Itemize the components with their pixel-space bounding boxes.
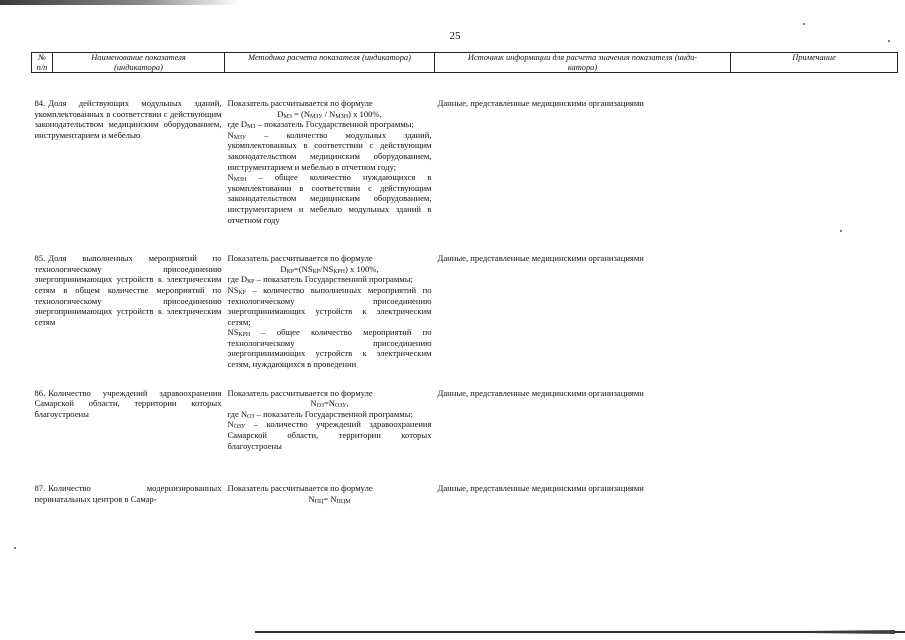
definition: где $D_{МЗ}$ – показатель Государственной программы; <box>227 119 414 131</box>
method-cell <box>225 98 435 225</box>
header-indicator-name: Наименование показателя (индикатора) <box>53 53 225 73</box>
row-number: 87. <box>34 483 46 494</box>
formula: $N_{ОЗ}=N_{ОЗУ}$, <box>310 398 349 410</box>
definition: $NS_{КР}$ – количество выполненных мероприятий по технологическому присоединению энергопринимающих устройств к электрическим сетям; <box>227 284 432 327</box>
definition: $N_{МЗН}$ – общее количество нуждающихся в укомплектовании в соответствии с действующим законодательством медицинским оборудованием, инструментарием и мебелью модульных зданий в отчетном году <box>227 172 432 225</box>
header-number: № п/п <box>32 53 53 73</box>
indicator-name: Количество учреждений здравоохранения Самарской области, территории которых благоустроены <box>34 387 222 419</box>
table-header-row <box>32 53 898 73</box>
table-row <box>32 253 898 370</box>
page-number: 25 <box>449 30 461 42</box>
note-cell <box>731 388 898 452</box>
indicator-cell <box>32 98 225 225</box>
table-row <box>32 98 898 225</box>
indicator-cell <box>32 388 225 452</box>
formula: $D_{МЗ} = (N_{МЗУ} / N_{МЗН})$ х 100%, <box>277 108 382 120</box>
indicator-name: Количество модернизированных перинатальных центров в Самар- <box>34 483 222 504</box>
definition: $N_{МЗУ}$ – количество модульных зданий, укомплектованных в соответствии с действующим законодательством медицинским оборудованием, инструментарием и мебелью в отчетном году; <box>227 129 432 172</box>
definition: где $D_{КР}$ – показатель Государственной программы; <box>227 274 413 286</box>
source-cell: Данные, представленные медицинскими организациями <box>437 483 644 494</box>
note-cell <box>731 483 898 504</box>
scan-edge-bottom-right <box>805 630 895 634</box>
indicator-name: Доля выполненных мероприятий по технологическому присоединению энергопринимающих устройств к электрическим сетям в общем количестве мероприятий по технологическому присоединению энергопринимающих устройств к электрическим сетям <box>34 253 222 327</box>
scan-speck <box>14 547 16 549</box>
scan-speck <box>803 23 805 25</box>
row-number: 85. <box>34 253 46 264</box>
method-cell <box>225 483 435 504</box>
scan-speck <box>888 40 890 42</box>
note-cell <box>731 253 898 370</box>
table-row <box>32 483 898 504</box>
row-number: 86. <box>34 387 46 398</box>
indicator-cell <box>32 253 225 370</box>
table-row <box>32 388 898 452</box>
definition: $N_{ОЗУ}$ – количество учреждений здравоохранения Самарской области, территории которых благоустроены <box>227 419 432 451</box>
indicator-name: Доля действующих модульных зданий, укомплектованных в соответствии с действующим законодательством медицинским оборудованием, инструментарием и мебелью <box>34 98 222 140</box>
indicators-table <box>31 52 898 504</box>
note-cell <box>731 98 898 225</box>
formula: $N_{ПЦ}= N_{ПЦМ}$ <box>308 493 351 505</box>
method-intro: Показатель рассчитывается по формуле <box>227 98 373 108</box>
source-cell: Данные, представленные медицинскими организациями <box>437 387 644 398</box>
method-intro: Показатель рассчитывается по формуле <box>227 483 373 494</box>
header-note: Примечание <box>731 53 898 73</box>
method-intro: Показатель рассчитывается по формуле <box>227 387 373 398</box>
header-source: Источник информации для расчета значения показателя (инди- катора) <box>435 53 731 73</box>
definition: $NS_{КРН}$ – общее количество мероприятий по технологическому присоединению энергопринимающих устройств к электрическим сетям, нуждающихся в проведении <box>227 327 432 370</box>
method-cell <box>225 253 435 370</box>
indicator-cell <box>32 483 225 504</box>
row-number: 84. <box>34 98 46 108</box>
definition: где $N_{ОЗ}$ – показатель Государственной программы; <box>227 408 413 420</box>
method-cell <box>225 388 435 452</box>
scan-edge-top <box>0 0 240 5</box>
source-cell: Данные, представленные медицинскими организациями <box>437 98 644 108</box>
source-cell: Данные, представленные медицинскими организациями <box>437 253 644 264</box>
formula: $D_{КР}=(NS_{КР}/NS_{КРН})$ х 100%, <box>280 263 379 275</box>
header-method: Методика расчета показателя (индикатора) <box>225 53 435 73</box>
method-intro: Показатель рассчитывается по формуле <box>227 253 373 264</box>
